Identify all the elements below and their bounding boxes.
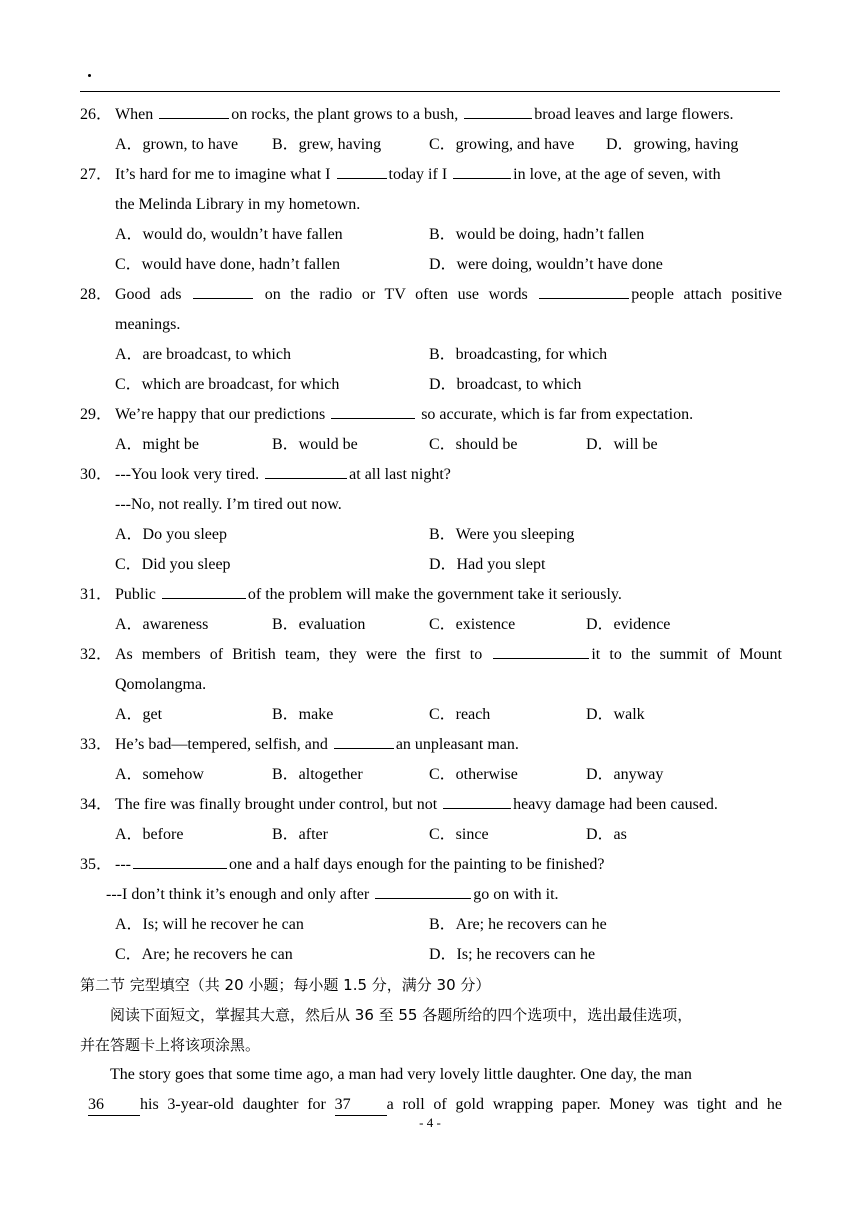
options-30-cd [80,550,782,580]
option-a: A．before [115,826,184,843]
option-a: A．might be [115,436,199,453]
text: on rocks, the plant grows to a bush, [231,106,463,123]
text: of the problem will make the government take it seriously. [247,586,622,603]
text: so accurate, which is far from expectation. [417,406,694,423]
option-c: C．existence [429,616,516,633]
question-text [115,850,782,880]
option-b: B．Were you sleeping [429,526,575,543]
document-body [80,100,782,1120]
option-a: A．Do you sleep [115,526,227,543]
options-28-cd [80,370,782,400]
option-d: D．evidence [586,616,671,633]
text: It’s hard for me to imagine what I [115,166,335,183]
option-a: A．are broadcast, to which [115,346,291,363]
question-text [115,730,782,760]
option-d: D．Is; he recovers can he [429,946,596,963]
question-text [115,400,782,430]
section-instructions-cont: 并在答题卡上将该项涂黑。 [80,1036,261,1054]
question-27 [80,160,782,190]
option-a: A．grown, to have [115,136,239,153]
question-text [115,790,782,820]
options-27-ab [80,220,782,250]
options-30-ab [80,520,782,550]
answer-blank [539,280,629,299]
text: ---You look very tired. [115,466,264,483]
answer-blank [464,100,532,119]
answer-blank [133,850,227,869]
question-number: 34． [80,796,113,813]
text: in love, at the age of seven, with [513,166,721,183]
option-b: B．altogether [272,766,363,783]
passage-line: The story goes that some time ago, a man had very lovely little daughter. One day, the man [110,1066,692,1083]
option-a: A．Is; will he recover he can [115,916,304,933]
text: at all last night? [349,466,451,483]
question-text [115,640,782,670]
answer-blank [265,460,347,479]
option-c: C．since [429,826,489,843]
options-35-ab [80,910,782,940]
option-b: B．would be doing, hadn’t fallen [429,226,645,243]
option-c: C．Did you sleep [115,556,231,573]
answer-blank [493,640,589,659]
answer-blank [337,160,387,179]
question-number: 35． [80,856,113,873]
text: ---I don’t think it’s enough and only after [106,886,374,903]
question-text [115,100,782,130]
question-number: 28． [80,286,113,303]
question-continuation: meanings. [115,316,181,333]
cloze-blank-36: 36 [88,1095,140,1116]
options-29 [80,430,782,460]
option-d: D．growing, having [606,136,739,153]
question-30 [80,460,782,490]
options-35-cd [80,940,782,970]
question-text [115,580,782,610]
cloze-blank-37: 37 [335,1095,387,1116]
text: Good ads [115,286,192,303]
options-28-ab [80,340,782,370]
answer-blank [334,730,394,749]
option-c: C．growing, and have [429,136,575,153]
option-d: D．as [586,826,627,843]
options-33 [80,760,782,790]
option-c: C．would have done, hadn’t fallen [115,256,340,273]
option-d: D．anyway [586,766,664,783]
question-continuation: Qomolangma. [115,676,207,693]
question-31 [80,580,782,610]
option-a: A．awareness [115,616,209,633]
option-b: B．grew, having [272,136,382,153]
text: an unpleasant man. [395,736,519,753]
answer-blank [453,160,511,179]
answer-blank [159,100,229,119]
question-33 [80,730,782,760]
text: heavy damage had been caused. [513,796,718,813]
text: his 3-year-old daughter for [140,1096,335,1113]
text: He’s bad—tempered, selfish, and [115,736,332,753]
option-b: B．would be [272,436,358,453]
text: on the radio or TV often use words [255,286,538,303]
answer-blank [331,400,415,419]
option-c: C．Are; he recovers he can [115,946,293,963]
question-32 [80,640,782,670]
text: it to the summit of Mount [591,646,782,663]
text: one and a half days enough for the painting to be finished? [228,856,605,873]
question-number: 27． [80,166,113,183]
option-b: B．after [272,826,328,843]
answer-blank [162,580,246,599]
question-26 [80,100,782,130]
question-number: 26． [80,106,113,123]
text: As members of British team, they were the first to [115,646,492,663]
section-heading: 第二节 完型填空（共 20 小题；每小题 1.5 分，满分 30 分） [80,976,491,994]
text: Public [115,586,160,603]
option-c: C．which are broadcast, for which [115,376,340,393]
options-27-cd [80,250,782,280]
options-26 [80,130,782,160]
text: --- [115,856,131,873]
option-b: B．make [272,706,334,723]
option-a: A．would do, wouldn’t have fallen [115,226,343,243]
section-instructions: 阅读下面短文，掌握其大意，然后从 36 至 55 各题所给的四个选项中，选出最佳选项， [110,1006,693,1024]
text: people attach positive [631,286,782,303]
option-b: B．broadcasting, for which [429,346,608,363]
text: broad leaves and large flowers. [534,106,734,123]
option-d: D．will be [586,436,658,453]
text: The fire was finally brought under control, but not [115,796,442,813]
text: When [115,106,158,123]
page-number: - 4 - [419,1115,441,1130]
answer-blank [193,280,253,299]
question-number: 29． [80,406,113,423]
option-d: D．were doing, wouldn’t have done [429,256,663,273]
question-number: 30． [80,466,113,483]
options-34 [80,820,782,850]
question-28 [80,280,782,310]
text: go on with it. [473,886,559,903]
text: a roll of gold wrapping paper. Money was tight and he [386,1096,782,1113]
answer-blank [375,880,471,899]
option-a: A．get [115,706,163,723]
question-34 [80,790,782,820]
question-continuation: the Melinda Library in my hometown. [115,196,361,213]
option-b: B．evaluation [272,616,366,633]
option-c: C．should be [429,436,518,453]
header-rule [80,91,780,92]
question-number: 32． [80,646,113,663]
question-text [115,160,782,190]
text: We’re happy that our predictions [115,406,330,423]
option-a: A．somehow [115,766,204,783]
question-continuation [80,880,782,910]
option-d: D．Had you slept [429,556,546,573]
question-continuation: ---No, not really. I’m tired out now. [115,496,342,513]
option-d: D．walk [586,706,645,723]
question-number: 31． [80,586,113,603]
option-d: D．broadcast, to which [429,376,582,393]
question-29 [80,400,782,430]
header-dot [88,74,91,77]
answer-blank [443,790,511,809]
question-text [115,460,782,490]
option-c: C．reach [429,706,491,723]
options-31 [80,610,782,640]
option-b: B．Are; he recovers can he [429,916,607,933]
question-35 [80,850,782,880]
text: today if I [388,166,452,183]
question-number: 33． [80,736,113,753]
options-32 [80,700,782,730]
option-c: C．otherwise [429,766,518,783]
question-text [115,280,782,310]
